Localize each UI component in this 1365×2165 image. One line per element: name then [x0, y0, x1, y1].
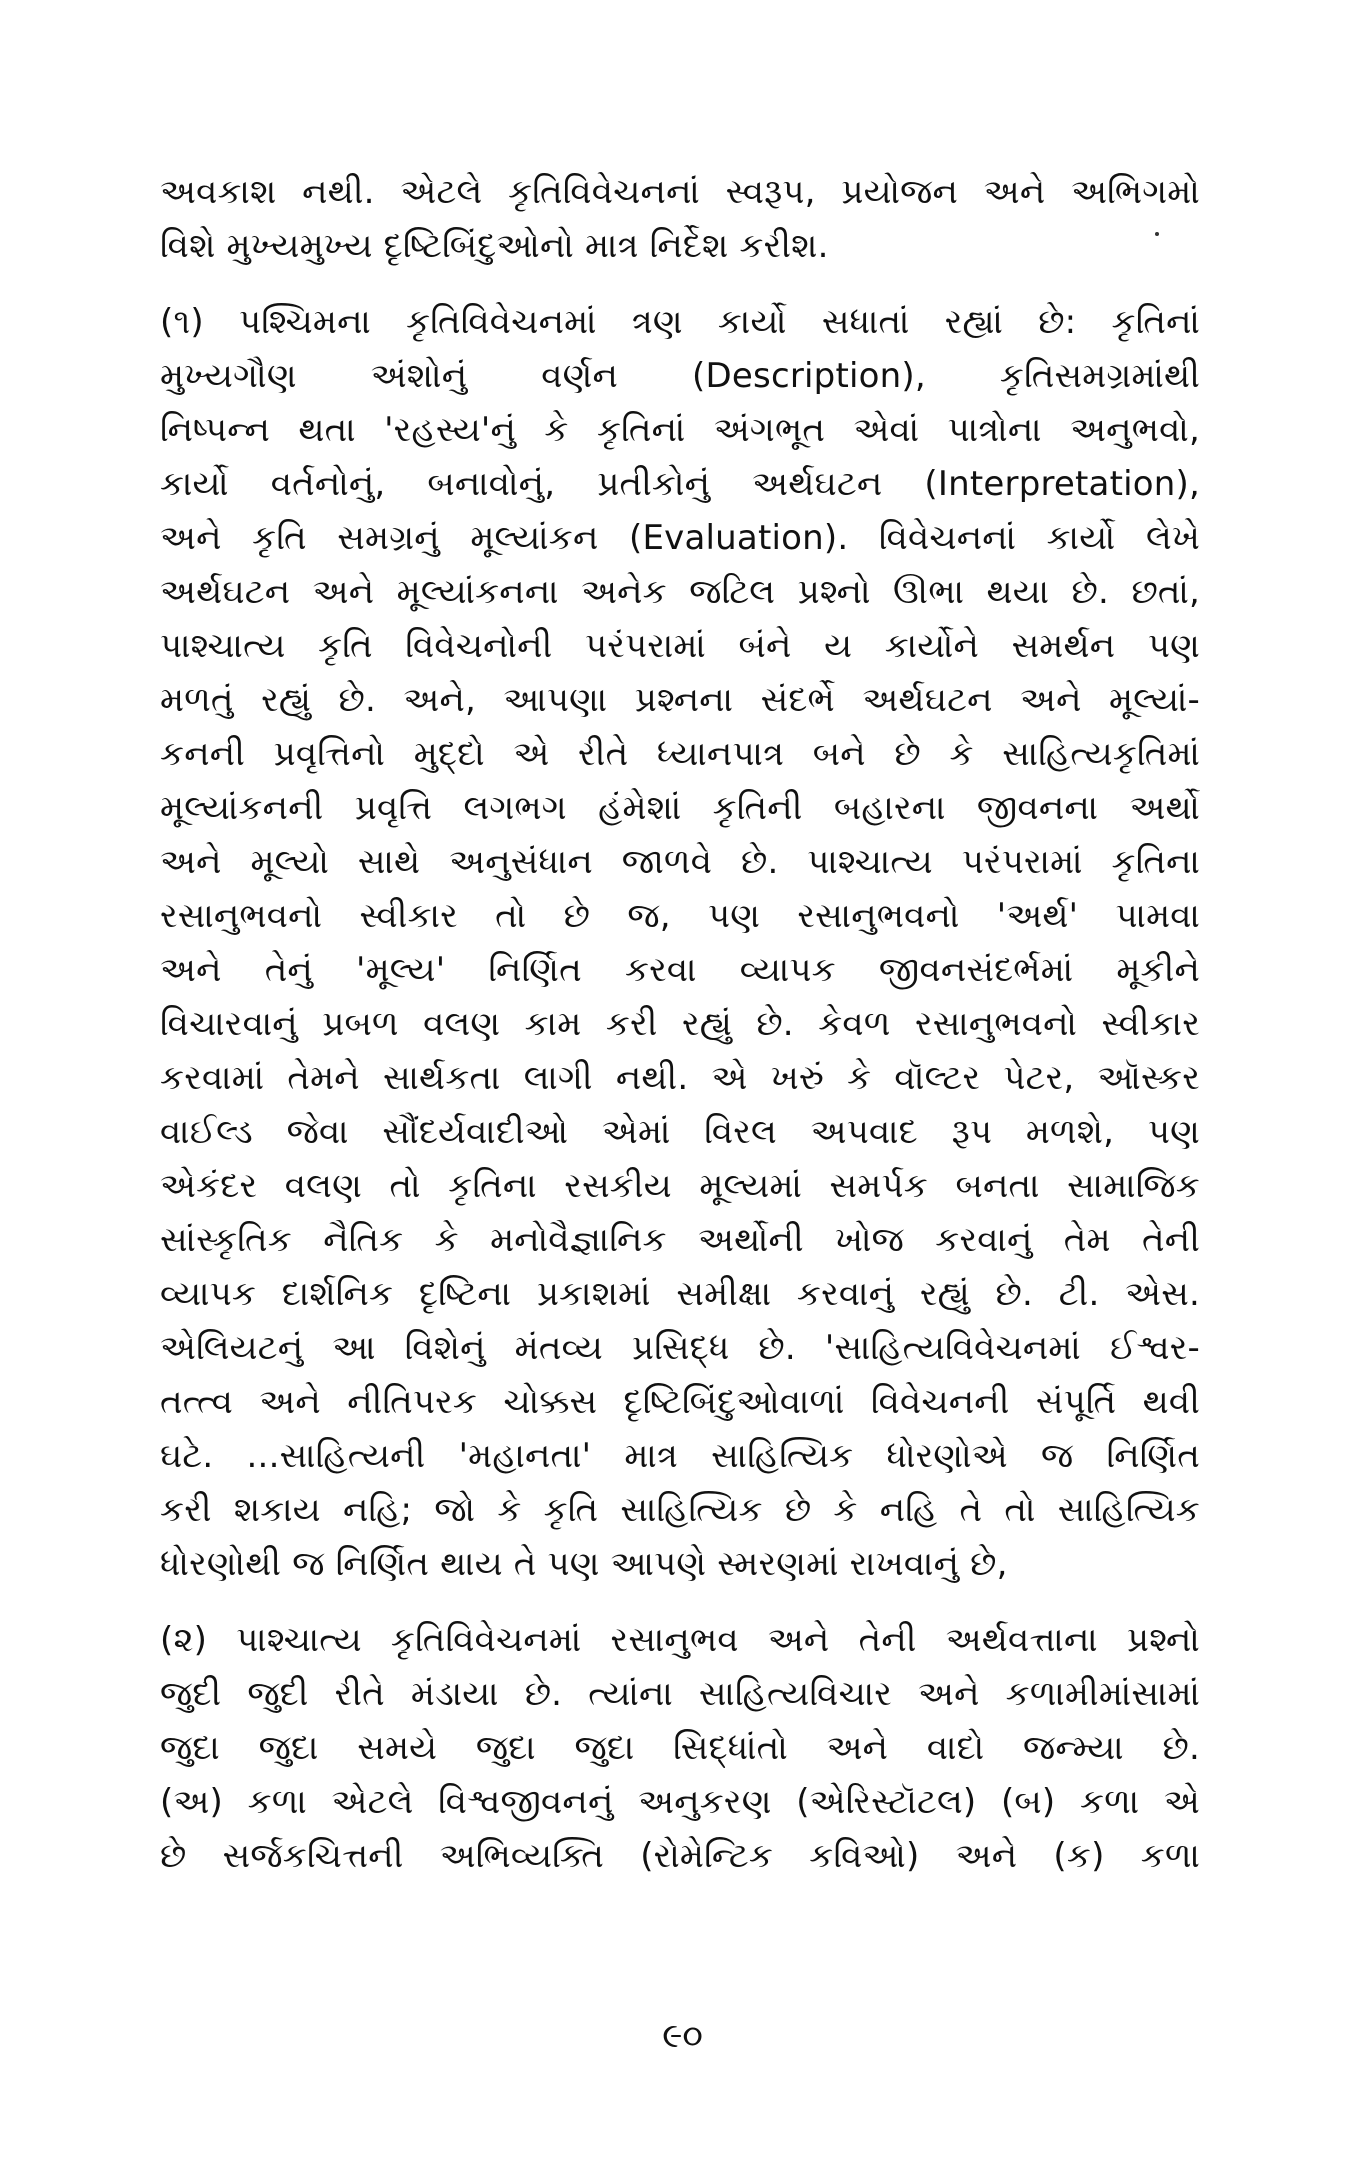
- text-line: એકંદર વલણ તો કૃતિના રસકીય મૂલ્યમાં સમર્પક બનતા સામાજિક: [160, 1166, 1200, 1206]
- paragraph-section-1: [160, 295, 1200, 1591]
- text-line: વ્યાપક દાર્શનિક દૃષ્ટિના પ્રકાશમાં સમીક્ષા કરવાનું રહ્યું છે. ટી. એસ.: [160, 1274, 1200, 1314]
- text-line: ઘટે. ...સાહિત્યની 'મહાનતા' માત્ર સાહિત્યિક ધોરણોએ જ નિર્ણિત: [160, 1436, 1200, 1476]
- text-line: જુદા જુદા સમયે જુદા જુદા સિદ્ધાંતો અને વાદો જન્મ્યા છે.: [160, 1728, 1200, 1768]
- text-line: અને મૂલ્યો સાથે અનુસંધાન જાળવે છે. પાશ્ચાત્ય પરંપરામાં કૃતિના: [160, 842, 1200, 882]
- text-line: અવકાશ નથી. એટલે કૃતિવિવેચનનાં સ્વરૂપ, પ્રયોજન અને અભિગમો: [160, 172, 1200, 212]
- paragraph-section-2: [160, 1613, 1200, 1883]
- text-line: તત્ત્વ અને નીતિપરક ચોક્કસ દૃષ્ટિબિંદુઓવાળાં વિવેચનની સંપૂર્તિ થવી: [160, 1382, 1200, 1422]
- paragraph-intro: [160, 165, 1200, 273]
- text-line: જુદી જુદી રીતે મંડાયા છે. ત્યાંના સાહિત્યવિચાર અને કળામીમાંસામાં: [160, 1674, 1200, 1714]
- text-line: કાર્યો વર્તનોનું, બનાવોનું, પ્રતીકોનું અર્થઘટન (Interpretation),: [160, 464, 1200, 504]
- text-line: ધોરણોથી જ નિર્ણિત થાય તે પણ આપણે સ્મરણમાં રાખવાનું છે,: [160, 1544, 1008, 1584]
- text-line: મૂલ્યાંકનની પ્રવૃત્તિ લગભગ હંમેશાં કૃતિની બહારના જીવનના અર્થો: [160, 788, 1200, 828]
- text-line: રસાનુભવનો સ્વીકાર તો છે જ, પણ રસાનુભવનો 'અર્થ' પામવા: [160, 896, 1200, 936]
- text-line: કનની પ્રવૃત્તિનો મુદ્દો એ રીતે ધ્યાનપાત્ર બને છે કે સાહિત્યકૃતિમાં: [160, 734, 1200, 774]
- print-speck: [1155, 232, 1159, 236]
- page-body: [160, 165, 1200, 1905]
- text-line: એલિયટનું આ વિશેનું મંતવ્ય પ્રસિદ્ધ છે. 'સાહિત્યવિવેચનમાં ઈશ્વર-: [160, 1328, 1200, 1368]
- text-line: અર્થઘટન અને મૂલ્યાંકનના અનેક જટિલ પ્રશ્નો ઊભા થયા છે. છતાં,: [160, 572, 1200, 612]
- text-line: કરી શકાય નહિ; જો કે કૃતિ સાહિત્યિક છે કે નહિ તે તો સાહિત્યિક: [160, 1490, 1200, 1530]
- text-line: અને તેનું 'મૂલ્ય' નિર્ણિત કરવા વ્યાપક જીવનસંદર્ભમાં મૂકીને: [160, 950, 1200, 990]
- text-line: છે સર્જકચિત્તની અભિવ્યક્તિ (રોમેન્ટિક કવિઓ) અને (ક) કળા: [160, 1836, 1200, 1876]
- text-line: સાંસ્કૃતિક નૈતિક કે મનોવૈજ્ઞાનિક અર્થોની ખોજ કરવાનું તેમ તેની: [160, 1220, 1200, 1260]
- text-line: વાઈલ્ડ જેવા સૌંદર્યવાદીઓ એમાં વિરલ અપવાદ રૂપ મળશે, પણ: [160, 1112, 1200, 1152]
- text-line: નિષ્પન્ન થતા 'રહસ્ય'નું કે કૃતિનાં અંગભૂત એવાં પાત્રોના અનુભવો,: [160, 410, 1200, 450]
- text-line: અને કૃતિ સમગ્રનું મૂલ્યાંકન (Evaluation). વિવેચનનાં કાર્યો લેખે: [160, 518, 1200, 558]
- text-line: (અ) કળા એટલે વિશ્વજીવનનું અનુકરણ (એરિસ્ટૉટલ) (બ) કળા એ: [160, 1782, 1200, 1822]
- text-line: (૧) પશ્ચિમના કૃતિવિવેચનમાં ત્રણ કાર્યો સધાતાં રહ્યાં છે: કૃતિનાં: [160, 302, 1200, 342]
- text-line: વિશે મુખ્યમુખ્ય દૃષ્ટિબિંદુઓનો માત્ર નિર્દેશ કરીશ.: [160, 226, 829, 266]
- text-line: વિચારવાનું પ્રબળ વલણ કામ કરી રહ્યું છે. કેવળ રસાનુભવનો સ્વીકાર: [160, 1004, 1200, 1044]
- text-line: કરવામાં તેમને સાર્થકતા લાગી નથી. એ ખરું કે વૉલ્ટર પેટર, ઑસ્કર: [160, 1058, 1200, 1098]
- text-line: (૨) પાશ્ચાત્ય કૃતિવિવેચનમાં રસાનુભવ અને તેની અર્થવત્તાના પ્રશ્નો: [160, 1620, 1200, 1660]
- text-line: પાશ્ચાત્ય કૃતિ વિવેચનોની પરંપરામાં બંને ય કાર્યોને સમર્થન પણ: [160, 626, 1200, 666]
- text-line: મળતું રહ્યું છે. અને, આપણા પ્રશ્નના સંદર્ભે અર્થઘટન અને મૂલ્યાં-: [160, 680, 1200, 720]
- page-number: ૯૦: [662, 2016, 703, 2056]
- text-line: મુખ્યગૌણ અંશોનું વર્ણન (Description), કૃતિસમગ્રમાંથી: [160, 356, 1200, 396]
